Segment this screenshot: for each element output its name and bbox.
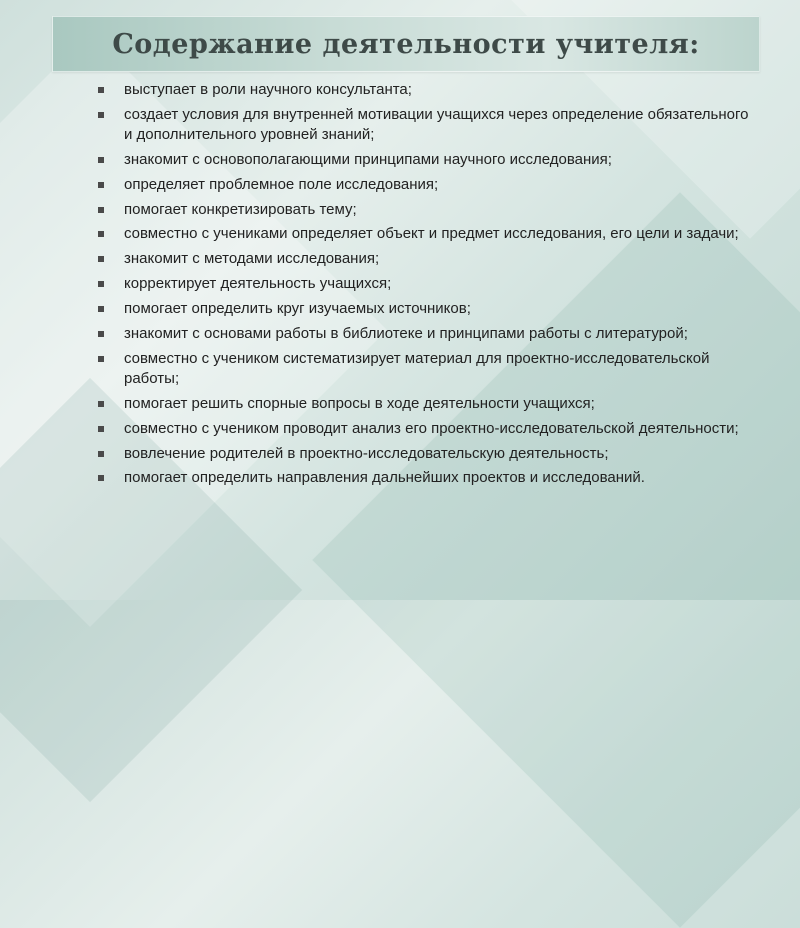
list-item (98, 175, 758, 195)
list-item (98, 444, 758, 464)
list-item (98, 468, 758, 488)
title-bar (52, 16, 760, 72)
list-item (98, 324, 758, 344)
square-bullet-icon (98, 256, 104, 262)
list-item-text: помогает определить направления дальнейших проектов и исследований. (124, 469, 645, 487)
list-item (98, 200, 758, 220)
list-item (98, 224, 758, 244)
list-item (98, 80, 758, 100)
list-item-text: выступает в роли научного консультанта; (124, 81, 412, 98)
bullet-list (98, 80, 758, 493)
list-item (98, 274, 758, 294)
list-item-text: знакомит с основополагающими принципами научного исследования; (124, 150, 612, 168)
list-item-text: корректирует деятельность учащихся; (124, 275, 392, 293)
square-bullet-icon (98, 207, 104, 213)
square-bullet-icon (98, 331, 104, 337)
list-item-text: знакомит с методами исследования; (124, 250, 380, 268)
list-item-text: определяет проблемное поле исследования; (124, 175, 439, 193)
square-bullet-icon (98, 87, 104, 93)
square-bullet-icon (98, 157, 104, 163)
square-bullet-icon (98, 281, 104, 287)
list-item-text: вовлечение родителей в проектно-исследовательскую деятельность; (124, 444, 609, 462)
list-item (98, 105, 758, 145)
list-item-text: совместно с учеником проводит анализ его проектно-исследовательской деятельности; (124, 419, 739, 437)
slide-title: Содержание деятельности учителя: (112, 28, 700, 60)
list-item-text: совместно с учеником систематизирует материал для проектно-исследовательской работы; (124, 349, 710, 387)
list-item-text: помогает конкретизировать тему; (124, 200, 357, 218)
list-item (98, 394, 758, 414)
square-bullet-icon (98, 426, 104, 432)
square-bullet-icon (98, 182, 104, 188)
square-bullet-icon (98, 306, 104, 312)
list-item-text: совместно с учениками определяет объект и предмет исследования, его цели и задачи; (124, 225, 739, 243)
square-bullet-icon (98, 356, 104, 362)
square-bullet-icon (98, 112, 104, 118)
square-bullet-icon (98, 231, 104, 237)
square-bullet-icon (98, 401, 104, 407)
square-bullet-icon (98, 451, 104, 457)
list-item-text: помогает решить спорные вопросы в ходе деятельности учащихся; (124, 394, 595, 412)
list-item (98, 150, 758, 170)
list-item-text: помогает определить круг изучаемых источников; (124, 300, 471, 318)
list-item (98, 299, 758, 319)
list-item-text: создает условия для внутренней мотивации учащихся через определение обязательного и дополнительного уровней знаний; (124, 105, 749, 143)
list-item-text: знакомит с основами работы в библиотеке и принципами работы с литературой; (124, 325, 688, 343)
square-bullet-icon (98, 475, 104, 481)
list-item (98, 419, 758, 439)
list-item (98, 349, 758, 389)
list-item (98, 249, 758, 269)
